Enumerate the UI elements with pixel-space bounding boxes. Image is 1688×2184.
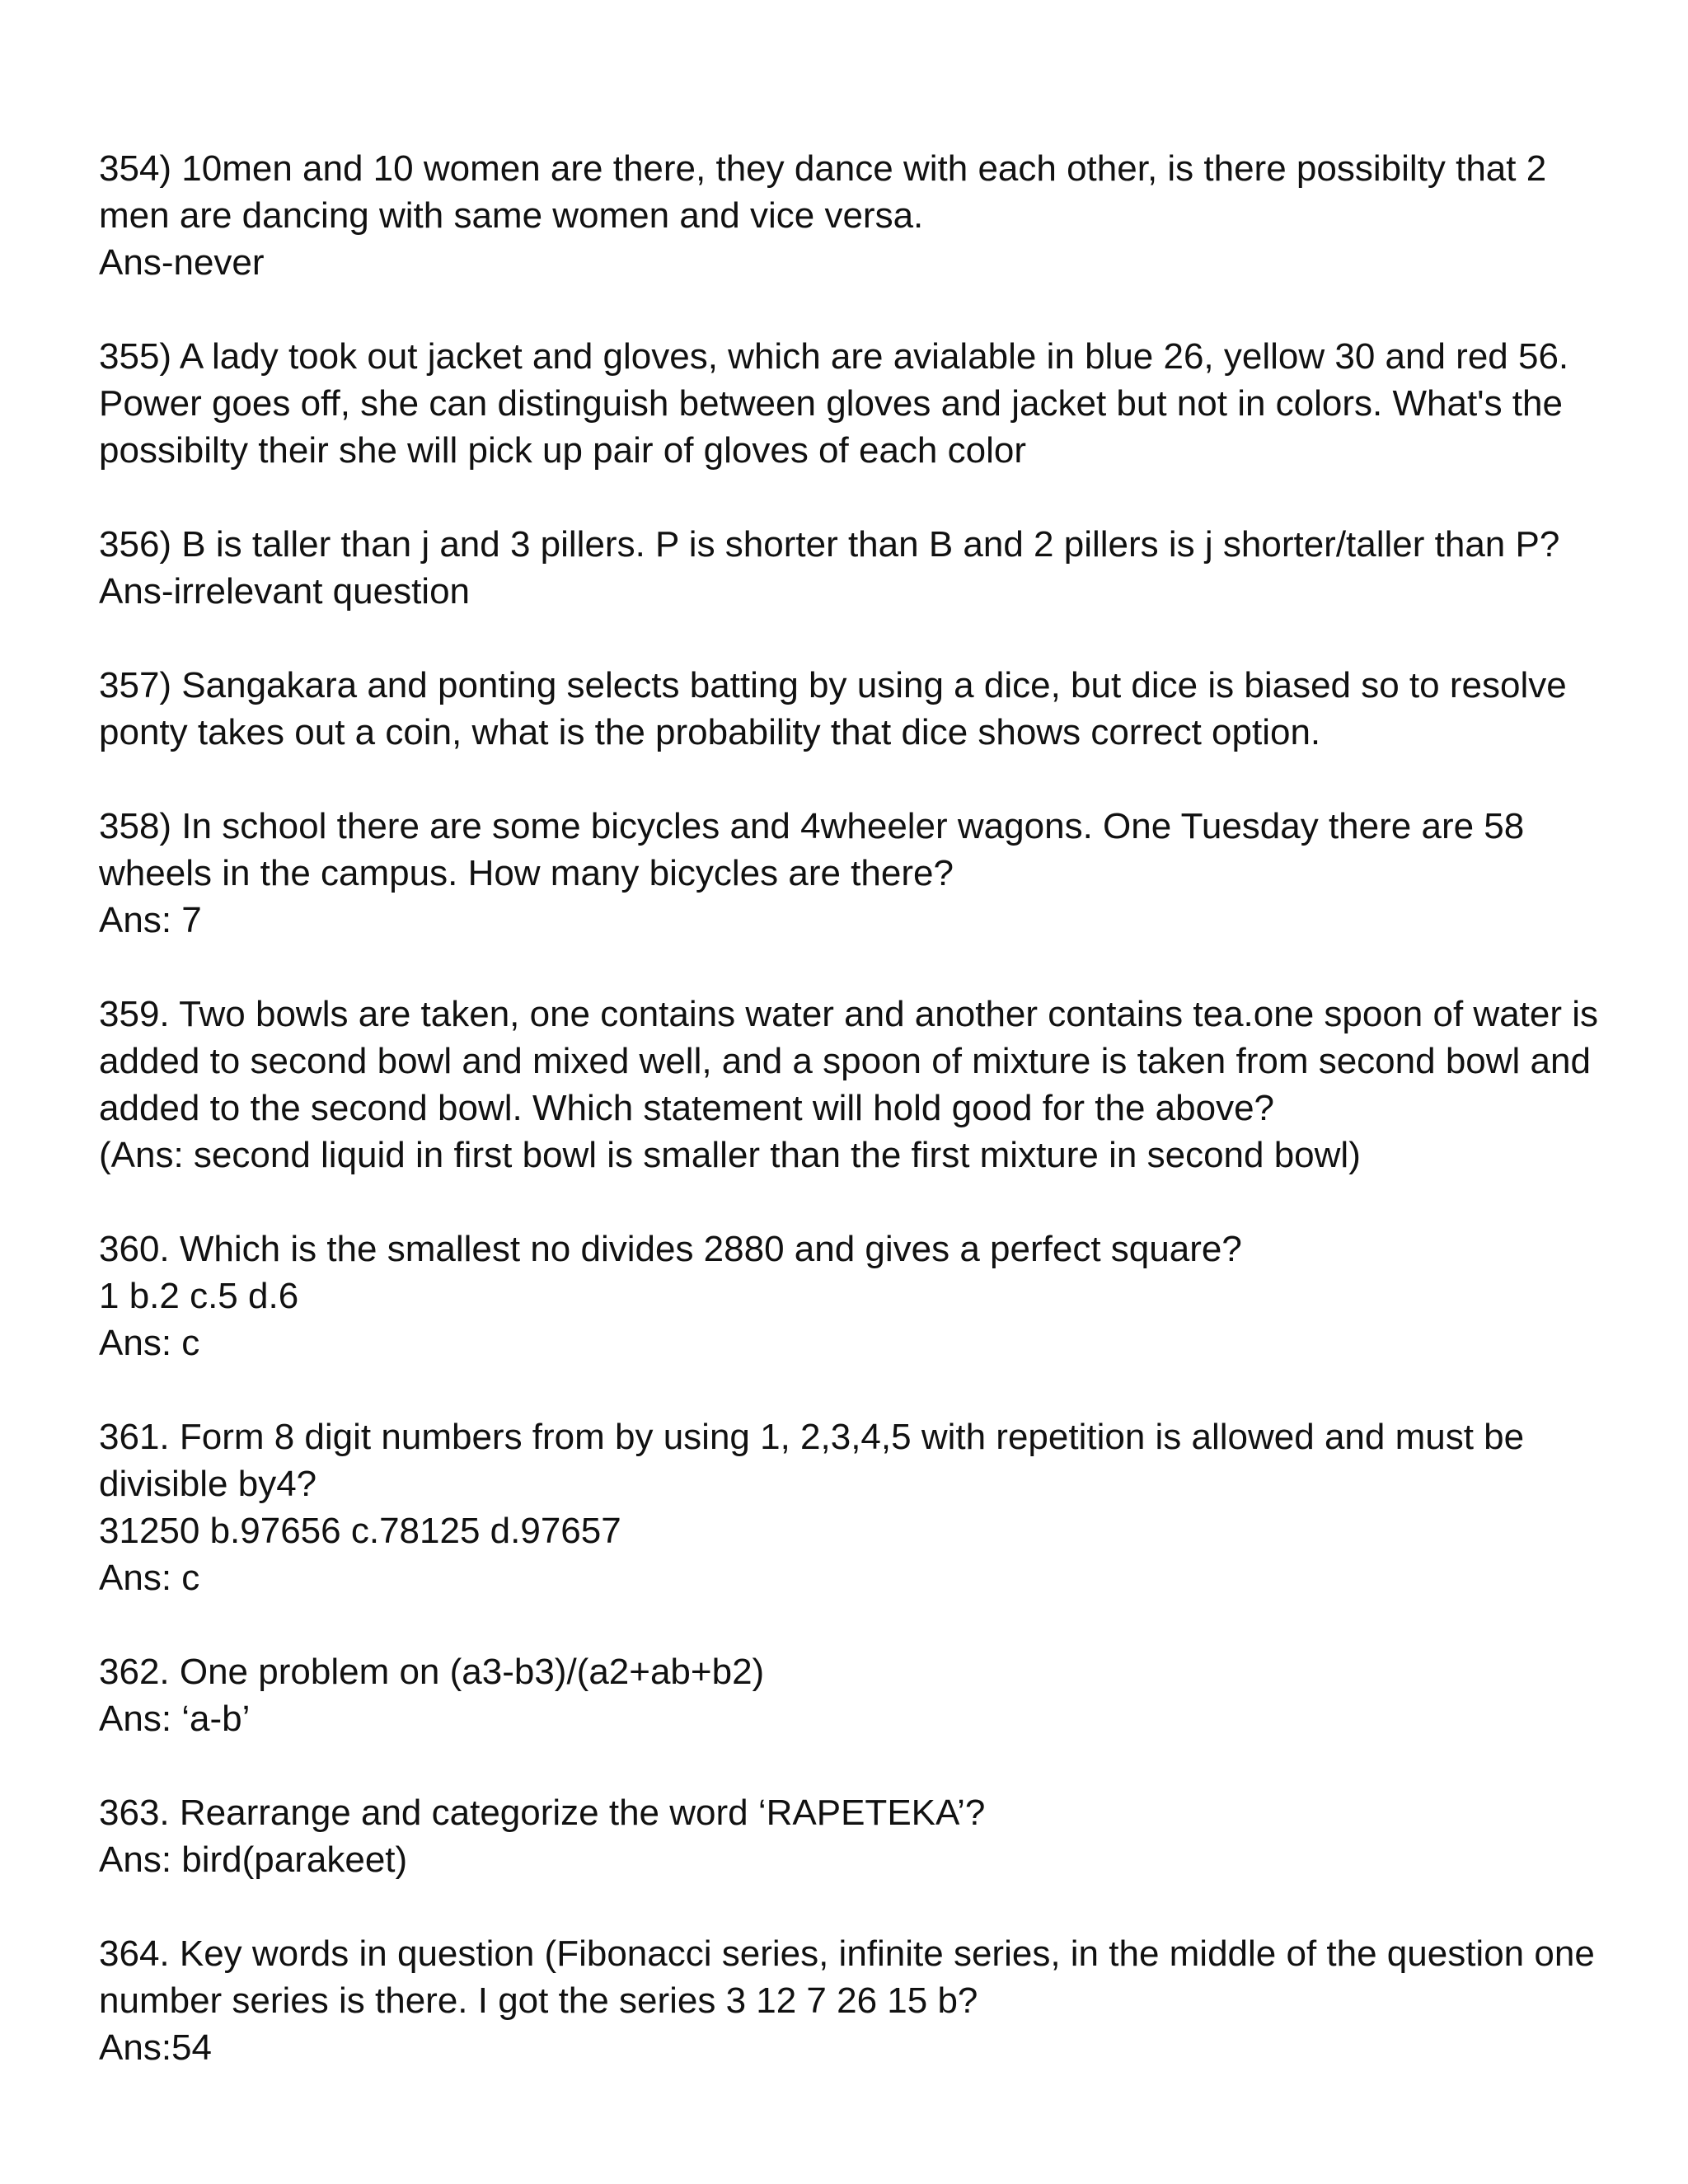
answer-text: Ans-never bbox=[99, 242, 265, 283]
question-text: added to second bowl and mixed well, and a spoon of mixture is taken from second bowl and bbox=[99, 1041, 1591, 1081]
answer-text: Ans: c bbox=[99, 1323, 200, 1363]
answer-text: Ans: 7 bbox=[99, 900, 202, 940]
answer-text: Ans: bird(parakeet) bbox=[99, 1840, 408, 1880]
question-text: 359. Two bowls are taken, one contains water and another contains tea.one spoon of water is bbox=[99, 994, 1599, 1034]
question-361 bbox=[99, 1413, 1607, 1601]
question-359 bbox=[99, 991, 1607, 1179]
question-text: number series is there. I got the series 3 12 7 26 15 b? bbox=[99, 1980, 978, 2021]
question-356 bbox=[99, 521, 1607, 615]
question-text: possibilty their she will pick up pair of gloves of each color bbox=[99, 430, 1026, 471]
question-text: 362. One problem on (a3-b3)/(a2+ab+b2) bbox=[99, 1652, 765, 1692]
question-362 bbox=[99, 1648, 1607, 1742]
document-page bbox=[99, 145, 1607, 2118]
question-text: 361. Form 8 digit numbers from by using 1, 2,3,4,5 with repetition is allowed and must be bbox=[99, 1417, 1525, 1457]
answer-text: Ans:54 bbox=[99, 2027, 212, 2068]
question-358 bbox=[99, 803, 1607, 944]
question-text: 360. Which is the smallest no divides 2880 and gives a perfect square? bbox=[99, 1229, 1242, 1269]
question-357 bbox=[99, 662, 1607, 756]
question-text: 363. Rearrange and categorize the word ‘RAPETEKA’? bbox=[99, 1793, 986, 1833]
question-text: 357) Sangakara and ponting selects batting by using a dice, but dice is biased so to resolve bbox=[99, 665, 1567, 705]
answer-text: (Ans: second liquid in first bowl is smaller than the first mixture in second bowl) bbox=[99, 1135, 1361, 1175]
question-text: 364. Key words in question (Fibonacci series, infinite series, in the middle of the question one bbox=[99, 1933, 1595, 1974]
question-text: added to the second bowl. Which statement will hold good for the above? bbox=[99, 1088, 1275, 1128]
answer-text: Ans: ‘a-b’ bbox=[99, 1699, 251, 1739]
question-363 bbox=[99, 1789, 1607, 1883]
question-text: ponty takes out a coin, what is the probability that dice shows correct option. bbox=[99, 712, 1321, 752]
question-text: 356) B is taller than j and 3 pillers. P is shorter than B and 2 pillers is j shorter/taller than P? bbox=[99, 524, 1560, 565]
question-355 bbox=[99, 333, 1607, 474]
options-text: 31250 b.97656 c.78125 d.97657 bbox=[99, 1511, 621, 1551]
question-354 bbox=[99, 145, 1607, 286]
answer-text: Ans: c bbox=[99, 1558, 200, 1598]
question-text: 354) 10men and 10 women are there, they dance with each other, is there possibilty that 2 bbox=[99, 148, 1547, 189]
question-text: men are dancing with same women and vice versa. bbox=[99, 195, 924, 236]
answer-text: Ans-irrelevant question bbox=[99, 571, 471, 612]
question-364 bbox=[99, 1930, 1607, 2071]
question-text: 358) In school there are some bicycles and 4wheeler wagons. One Tuesday there are 58 bbox=[99, 806, 1525, 846]
question-text: 355) A lady took out jacket and gloves, which are avialable in blue 26, yellow 30 and red 56. bbox=[99, 336, 1569, 377]
question-text: Power goes off, she can distinguish between gloves and jacket but not in colors. What's the bbox=[99, 383, 1563, 424]
options-text: 1 b.2 c.5 d.6 bbox=[99, 1276, 299, 1316]
question-text: divisible by4? bbox=[99, 1464, 317, 1504]
question-360 bbox=[99, 1226, 1607, 1366]
question-text: wheels in the campus. How many bicycles are there? bbox=[99, 853, 954, 893]
